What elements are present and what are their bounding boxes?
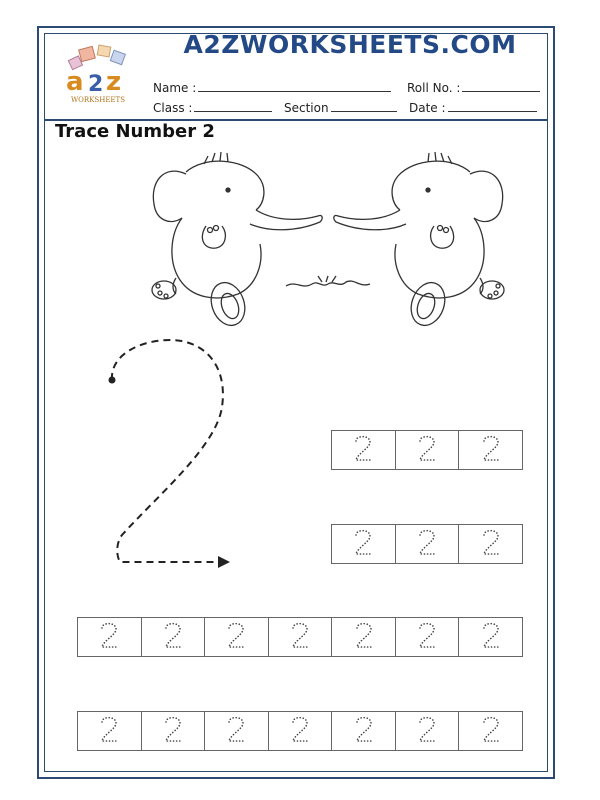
trace-row-2 [331,524,523,564]
dotted-digit-icon [289,620,311,654]
large-trace-digit[interactable] [100,335,240,570]
date-label: Date : [409,101,446,115]
dotted-digit-icon [98,620,120,654]
trace-cell[interactable] [459,618,522,656]
trace-cell[interactable] [459,712,522,750]
dotted-digit-icon [98,714,120,748]
trace-cell[interactable] [396,618,460,656]
class-field[interactable] [153,100,272,115]
trace-cell[interactable] [332,712,396,750]
dotted-digit-icon [480,620,502,654]
dotted-digit-icon [289,714,311,748]
dotted-digit-icon [416,527,438,561]
class-line[interactable] [194,100,272,112]
trace-cell[interactable] [396,431,460,469]
dashed-two-path [112,340,223,562]
trace-cell[interactable] [459,431,522,469]
logo-caption: WORKSHEETS [70,96,126,104]
trace-cell[interactable] [332,618,396,656]
svg-text:a: a [66,67,84,97]
page-title: Trace Number 2 [55,121,215,142]
trace-cell[interactable] [269,712,333,750]
trace-cell[interactable] [205,618,269,656]
dotted-digit-icon [353,620,375,654]
dotted-digit-icon [416,433,438,467]
trace-cell[interactable] [78,712,142,750]
dotted-digit-icon [162,714,184,748]
roll-field[interactable] [407,80,540,95]
trace-cell[interactable] [78,618,142,656]
roll-label: Roll No. : [407,81,461,95]
dotted-digit-icon [480,714,502,748]
trace-cell[interactable] [332,525,396,563]
svg-text:2: 2 [88,72,104,97]
trace-row-4 [77,711,523,751]
dotted-digit-icon [480,527,502,561]
trace-cell[interactable] [396,712,460,750]
dotted-digit-icon [353,714,375,748]
trace-cell[interactable] [142,618,206,656]
roll-line[interactable] [462,80,540,92]
trace-cell[interactable] [459,525,522,563]
name-line[interactable] [198,80,391,92]
trace-row-1 [331,430,523,470]
dotted-digit-icon [416,620,438,654]
right-elephant [334,152,504,330]
arrow-head-icon [218,556,230,568]
trace-cell[interactable] [269,618,333,656]
dotted-digit-icon [352,433,374,467]
dotted-digit-icon [225,714,247,748]
class-label: Class : [153,101,193,115]
name-label: Name : [153,81,197,95]
name-field[interactable] [153,80,391,95]
elephants-illustration [146,152,510,338]
date-line[interactable] [448,100,537,112]
a2z-logo [58,44,138,110]
trace-cell[interactable] [142,712,206,750]
section-label: Section [284,101,329,115]
dotted-digit-icon [162,620,184,654]
trace-cell[interactable] [332,431,396,469]
section-field[interactable] [284,100,397,115]
dotted-digit-icon [480,433,502,467]
section-line[interactable] [331,100,397,112]
left-elephant [152,152,322,330]
dotted-digit-icon [416,714,438,748]
trace-cell[interactable] [396,525,460,563]
site-title: A2ZWORKSHEETS.COM [183,30,517,59]
date-field[interactable] [409,100,537,115]
trace-row-3 [77,617,523,657]
trace-cell[interactable] [205,712,269,750]
dotted-digit-icon [225,620,247,654]
svg-text:z: z [106,67,122,97]
dotted-digit-icon [352,527,374,561]
